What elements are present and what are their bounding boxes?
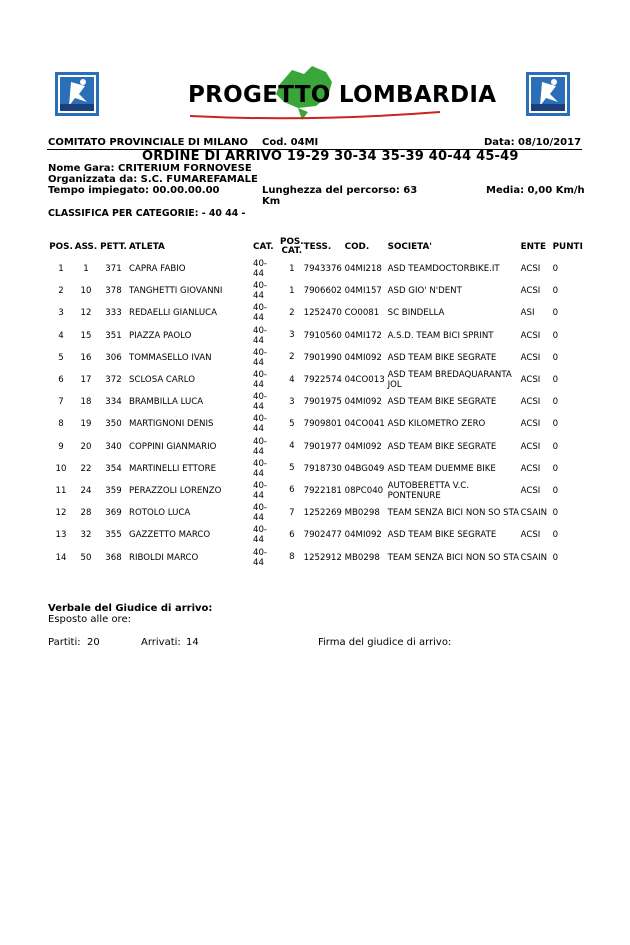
- cell-punti: 0: [552, 308, 559, 319]
- cell-atleta: TOMMASELLO IVAN: [129, 352, 212, 363]
- table-row: [48, 258, 583, 280]
- cell-cat-line1: 40-: [253, 503, 268, 514]
- cell-poscat: 6: [289, 485, 295, 496]
- cell-pos: 8: [58, 419, 64, 430]
- cell-ass: 20: [80, 441, 92, 452]
- cell-cat-line1: 40-: [253, 436, 268, 447]
- arrived-label: Arrivati:: [141, 637, 181, 648]
- cell-cod: 04MI092: [344, 352, 382, 363]
- cell-atleta: RIBOLDI MARCO: [129, 552, 199, 563]
- cell-punti: 0: [552, 419, 559, 430]
- table-header-row: [48, 236, 583, 258]
- judge-report-label: Verbale del Giudice di arrivo:: [48, 603, 213, 614]
- cell-cod: 04MI092: [344, 397, 382, 408]
- cell-punti: 0: [552, 530, 559, 541]
- cell-cat: [253, 369, 280, 391]
- cell-cat-line2: 44: [253, 468, 264, 479]
- posted-at-label: Esposto alle ore:: [48, 614, 131, 625]
- cell-tess: 7909801: [303, 419, 342, 430]
- cell-pett: 368: [105, 552, 122, 563]
- header-poscat: [280, 236, 304, 258]
- cell-pett: 306: [105, 352, 122, 363]
- cell-punti: 0: [552, 375, 559, 386]
- cell-pett: 371: [105, 264, 122, 275]
- cell-pett: 359: [105, 485, 122, 496]
- cell-cod: 04BG049: [344, 463, 385, 474]
- cell-atleta: SCLOSA CARLO: [129, 375, 196, 386]
- cell-cod: CO0081: [344, 308, 380, 319]
- cell-atleta: REDAELLI GIANLUCA: [129, 308, 218, 319]
- cell-cat: [253, 280, 280, 302]
- cell-punti: 0: [552, 508, 559, 519]
- cell-cat-line2: 44: [253, 313, 264, 324]
- cell-tess: 1252912: [303, 552, 342, 563]
- cell-ass: 22: [80, 463, 92, 474]
- cell-pett: 372: [105, 375, 122, 386]
- table-row: [48, 502, 583, 524]
- cell-tess: 7901975: [303, 397, 342, 408]
- cell-societa: ASD TEAM BREDAQUARANTA JOL: [387, 370, 512, 391]
- cell-ente: ACSI: [520, 419, 541, 430]
- cell-cat-line1: 40-: [253, 392, 268, 403]
- table-row: [48, 369, 583, 391]
- course-length: Lunghezza del percorso: 63: [262, 185, 418, 196]
- course-length-unit: Km: [262, 196, 281, 207]
- cell-cat-line1: 40-: [253, 458, 268, 469]
- cell-cod: 04MI218: [344, 264, 382, 275]
- cell-cat-line1: 40-: [253, 281, 268, 292]
- cell-ass: 12: [80, 308, 92, 319]
- cell-tess: 7901990: [303, 352, 342, 363]
- cell-cod: 04MI092: [344, 530, 382, 541]
- time-used: Tempo impiegato: 00.00.00.00: [48, 185, 220, 196]
- cell-cod: MB0298: [344, 508, 380, 519]
- header-cat: CAT.: [253, 242, 274, 252]
- header-tess: TESS.: [303, 242, 332, 252]
- cell-cat: [253, 546, 280, 568]
- cell-pos: 1: [58, 264, 64, 275]
- banner-title: PROGETTO LOMBARDIA: [188, 82, 497, 108]
- cell-ente: ASI: [520, 308, 535, 319]
- cell-ente: CSAIN: [520, 552, 548, 563]
- cell-ass: 17: [80, 375, 92, 386]
- category-classification: CLASSIFICA PER CATEGORIE: - 40 44 -: [48, 208, 246, 219]
- cell-atleta: BRAMBILLA LUCA: [129, 397, 204, 408]
- header-pos: POS.: [49, 242, 73, 252]
- header-poscat-line1: POS.: [280, 237, 304, 247]
- results-table: [48, 236, 583, 569]
- cell-cat-line1: 40-: [253, 525, 268, 536]
- cell-tess: 7906602: [303, 286, 342, 297]
- cell-pos: 2: [58, 286, 64, 297]
- arrived-value: 14: [186, 637, 199, 648]
- cell-societa: ASD GIO' N'DENT: [387, 286, 462, 297]
- cell-tess: 7922181: [303, 485, 342, 496]
- cell-cat: [253, 325, 280, 347]
- table-row: [48, 413, 583, 435]
- cell-cat: [253, 502, 280, 524]
- page-title: ORDINE DI ARRIVO 19-29 30-34 35-39 40-44 45-49: [142, 149, 519, 164]
- header-poscat-line2: CAT.: [281, 246, 303, 256]
- header-cod: COD.: [344, 242, 370, 252]
- cell-ass: 24: [80, 485, 92, 496]
- cell-pett: 354: [105, 463, 122, 474]
- cell-tess: 7922574: [303, 375, 342, 386]
- table-row: [48, 347, 583, 369]
- cell-cat-line1: 40-: [253, 370, 268, 381]
- cell-ass: 15: [80, 330, 92, 341]
- cell-cat: [253, 458, 280, 480]
- cell-cat-line2: 44: [253, 424, 264, 435]
- cell-tess: 7918730: [303, 463, 342, 474]
- started-value: 20: [87, 637, 100, 648]
- cell-pett: 351: [105, 330, 122, 341]
- cell-cat: [253, 480, 280, 502]
- cell-ass: 50: [80, 552, 92, 563]
- cell-tess: 1252470: [303, 308, 342, 319]
- cell-ente: ACSI: [520, 352, 541, 363]
- table-row: [48, 391, 583, 413]
- cell-poscat: 4: [289, 374, 295, 385]
- header-punti: PUNTI: [552, 242, 583, 252]
- cell-pos: 14: [55, 552, 67, 563]
- cell-ass: 10: [80, 286, 92, 297]
- table-row: [48, 325, 583, 347]
- cell-poscat: 3: [289, 396, 295, 407]
- judge-signature-label: Firma del giudice di arrivo:: [318, 637, 452, 648]
- cell-atleta: GAZZETTO MARCO: [129, 530, 211, 541]
- opes-italia-logo-right: [526, 72, 570, 116]
- cell-atleta: PIAZZA PAOLO: [129, 330, 192, 341]
- cell-pos: 5: [58, 352, 64, 363]
- cell-cat-line2: 44: [253, 557, 264, 568]
- cell-cat-line1: 40-: [253, 259, 268, 270]
- cell-cat-line2: 44: [253, 402, 264, 413]
- cell-societa: TEAM SENZA BICI NON SO STA: [387, 552, 520, 563]
- cell-cod: 04MI157: [344, 286, 382, 297]
- cell-pos: 12: [55, 508, 67, 519]
- cell-cat-line2: 44: [253, 291, 264, 302]
- cell-punti: 0: [552, 441, 559, 452]
- cell-atleta: COPPINI GIANMARIO: [129, 441, 217, 452]
- cell-punti: 0: [552, 463, 559, 474]
- opes-italia-logo-left: [55, 72, 99, 116]
- cell-cat: [253, 302, 280, 324]
- cell-pos: 13: [55, 530, 67, 541]
- cell-societa: A.S.D. TEAM BICI SPRINT: [387, 330, 494, 341]
- cell-cat: [253, 258, 280, 280]
- cell-poscat: 2: [289, 352, 295, 363]
- cell-cod: 08PC040: [344, 485, 384, 496]
- cell-atleta: TANGHETTI GIOVANNI: [129, 286, 223, 297]
- cell-societa: SC BINDELLA: [387, 308, 445, 319]
- cell-cod: 04CO013: [344, 375, 385, 386]
- race-date: Data: 08/10/2017: [484, 137, 582, 148]
- cell-pett: 340: [105, 441, 122, 452]
- cell-societa: ASD KILOMETRO ZERO: [387, 419, 486, 430]
- cell-ente: ACSI: [520, 397, 541, 408]
- cell-cat-line1: 40-: [253, 480, 268, 491]
- cell-ente: ACSI: [520, 441, 541, 452]
- header-pett: PETT.: [100, 242, 127, 252]
- cell-punti: 0: [552, 485, 559, 496]
- cell-cat-line1: 40-: [253, 547, 268, 558]
- cell-atleta: MARTINELLI ETTORE: [129, 463, 217, 474]
- cell-cod: 04MI172: [344, 330, 382, 341]
- table-row: [48, 524, 583, 546]
- cell-punti: 0: [552, 397, 559, 408]
- cell-ente: ACSI: [520, 286, 541, 297]
- cell-poscat: 5: [289, 463, 295, 474]
- cell-ass: 19: [80, 419, 92, 430]
- cell-pett: 378: [105, 286, 122, 297]
- cell-cod: 04CO041: [344, 419, 385, 430]
- cell-tess: 7901977: [303, 441, 342, 452]
- cell-cat: [253, 436, 280, 458]
- cell-societa: TEAM SENZA BICI NON SO STA: [387, 508, 520, 519]
- cell-tess: 7910560: [303, 330, 342, 341]
- cell-pett: 350: [105, 419, 122, 430]
- cell-cod: MB0298: [344, 552, 380, 563]
- cell-poscat: 1: [289, 285, 295, 296]
- committee-code: Cod. 04MI: [262, 137, 319, 148]
- cell-pos: 3: [58, 308, 64, 319]
- cell-punti: 0: [552, 352, 559, 363]
- cell-pos: 9: [58, 441, 64, 452]
- cell-poscat: 3: [289, 330, 295, 341]
- cell-cat-line1: 40-: [253, 414, 268, 425]
- cell-ente: ACSI: [520, 264, 541, 275]
- cell-ente: ACSI: [520, 530, 541, 541]
- cell-poscat: 7: [289, 507, 295, 518]
- cell-pett: 334: [105, 397, 122, 408]
- cell-poscat: 1: [289, 263, 295, 274]
- average-speed: Media: 0,00 Km/h: [486, 185, 585, 196]
- cell-poscat: 4: [289, 441, 295, 452]
- cell-ass: 18: [80, 397, 92, 408]
- committee-name: COMITATO PROVINCIALE DI MILANO: [48, 137, 249, 148]
- cell-ente: ACSI: [520, 375, 541, 386]
- cell-societa: ASD TEAMDOCTORBIKE.IT: [387, 264, 500, 275]
- cell-ass: 1: [83, 264, 89, 275]
- header-ente: ENTE: [520, 242, 546, 252]
- cell-ente: CSAIN: [520, 508, 548, 519]
- cell-poscat: 2: [289, 307, 295, 318]
- cell-cat-line2: 44: [253, 269, 264, 280]
- cell-ente: ACSI: [520, 330, 541, 341]
- cell-pos: 4: [58, 330, 64, 341]
- header-ass: ASS.: [74, 242, 98, 252]
- header-societa: SOCIETA': [387, 242, 432, 252]
- cell-societa: ASD TEAM BIKE SEGRATE: [387, 530, 497, 541]
- cell-tess: 1252269: [303, 508, 342, 519]
- cell-punti: 0: [552, 286, 559, 297]
- progetto-lombardia-banner: [180, 62, 497, 122]
- cell-cat-line2: 44: [253, 357, 264, 368]
- cell-cat-line1: 40-: [253, 303, 268, 314]
- organizer: Organizzata da: S.C. FUMAREFAMALE: [48, 174, 258, 185]
- cell-cat-line1: 40-: [253, 347, 268, 358]
- table-row: [48, 480, 583, 502]
- cell-cat-line2: 44: [253, 513, 264, 524]
- cell-cat-line2: 44: [253, 380, 264, 391]
- cell-pos: 7: [58, 397, 64, 408]
- cell-societa: ASD TEAM BIKE SEGRATE: [387, 352, 497, 363]
- cell-cat-line2: 44: [253, 490, 264, 501]
- cell-punti: 0: [552, 264, 559, 275]
- started-label: Partiti:: [48, 637, 81, 648]
- cell-cat: [253, 413, 280, 435]
- cell-cat: [253, 524, 280, 546]
- cell-ass: 32: [80, 530, 92, 541]
- cell-pos: 10: [55, 463, 67, 474]
- cell-pett: 355: [105, 530, 122, 541]
- cell-societa: ASD TEAM BIKE SEGRATE: [387, 397, 497, 408]
- cell-cat-line2: 44: [253, 535, 264, 546]
- cell-pos: 11: [55, 485, 67, 496]
- cell-atleta: ROTOLO LUCA: [129, 508, 191, 519]
- cell-atleta: PERAZZOLI LORENZO: [129, 485, 222, 496]
- cell-punti: 0: [552, 330, 559, 341]
- cell-cat: [253, 391, 280, 413]
- cell-poscat: 8: [289, 552, 295, 563]
- cell-pett: 333: [105, 308, 122, 319]
- cell-societa: AUTOBERETTA V.C. PONTENURE: [387, 480, 470, 501]
- table-row: [48, 280, 583, 302]
- table-row: [48, 458, 583, 480]
- cell-pos: 6: [58, 375, 64, 386]
- cell-cat-line1: 40-: [253, 325, 268, 336]
- cell-societa: ASD TEAM DUEMME BIKE: [387, 463, 496, 474]
- cell-atleta: CAPRA FABIO: [129, 264, 186, 275]
- cell-societa: ASD TEAM BIKE SEGRATE: [387, 441, 497, 452]
- cell-cat: [253, 347, 280, 369]
- cell-cat-line2: 44: [253, 446, 264, 457]
- cell-ass: 28: [80, 508, 92, 519]
- table-row: [48, 546, 583, 568]
- table-row: [48, 302, 583, 324]
- cell-cat-line2: 44: [253, 335, 264, 346]
- header-atleta: ATLETA: [129, 242, 165, 252]
- cell-poscat: 5: [289, 418, 295, 429]
- cell-tess: 7943376: [303, 264, 342, 275]
- cell-pett: 369: [105, 508, 122, 519]
- table-row: [48, 436, 583, 458]
- cell-ente: ACSI: [520, 485, 541, 496]
- cell-ass: 16: [80, 352, 92, 363]
- cell-punti: 0: [552, 552, 559, 563]
- cell-atleta: MARTIGNONI DENIS: [129, 419, 214, 430]
- cell-cod: 04MI092: [344, 441, 382, 452]
- cell-ente: ACSI: [520, 463, 541, 474]
- cell-tess: 7902477: [303, 530, 342, 541]
- cell-poscat: 6: [289, 529, 295, 540]
- race-name: Nome Gara: CRITERIUM FORNOVESE: [48, 163, 252, 174]
